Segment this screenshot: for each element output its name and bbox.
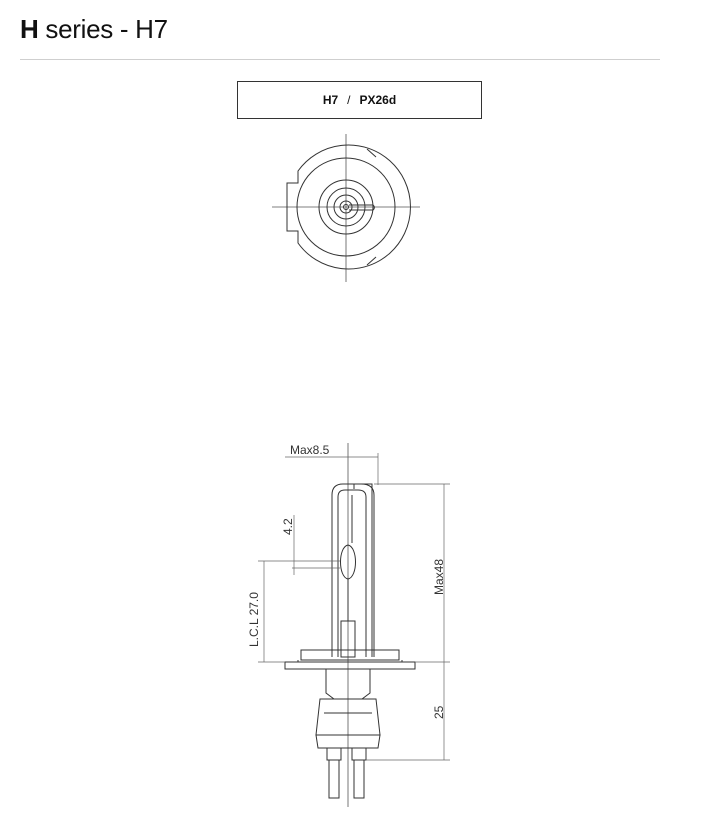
flange — [285, 662, 415, 669]
dim-lcl: L.C.L 27.0 — [247, 592, 261, 647]
terminal-right-collar — [352, 748, 366, 760]
return-lead — [354, 484, 372, 657]
lead-wire — [349, 205, 374, 210]
flange-notch-bottom — [367, 257, 376, 265]
label-separator: / — [347, 93, 351, 107]
page-title — [20, 14, 168, 45]
terminal-pin-right — [354, 760, 364, 798]
series-letter: H — [20, 14, 39, 44]
bulb-type: H7 — [322, 93, 339, 107]
flange-notch-top — [367, 149, 376, 157]
title-divider — [20, 59, 660, 60]
title-text: series - H7 — [38, 14, 168, 44]
dim-base-height: 25 — [432, 705, 446, 719]
top-view-drawing — [260, 130, 430, 290]
terminal-pin-left — [329, 760, 339, 798]
base-collar — [301, 650, 399, 660]
dim-max-length: Max48 — [432, 558, 446, 595]
dim-arc-offset: 4.2 — [281, 518, 295, 535]
base-type: PX26d — [359, 93, 397, 107]
dim-max-width: Max8.5 — [290, 443, 330, 457]
side-view-drawing — [230, 435, 480, 815]
model-label-box — [237, 81, 482, 119]
terminal-left-collar — [327, 748, 341, 760]
